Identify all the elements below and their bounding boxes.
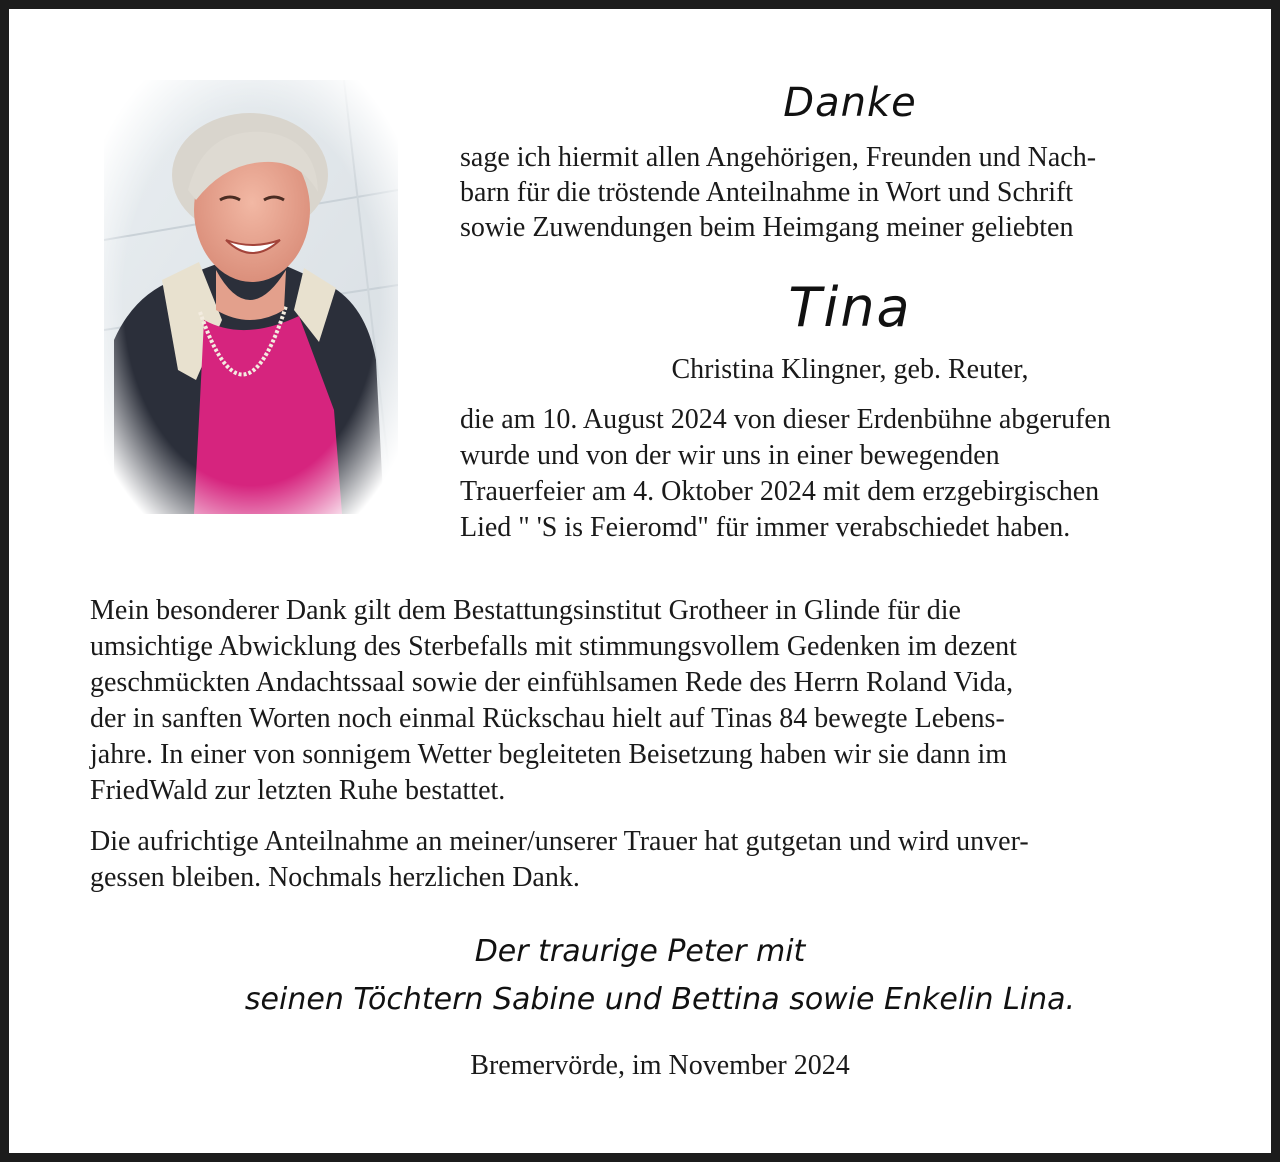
- paragraph-line: umsichtige Abwicklung des Sterbefalls mit stimmungsvollem Gedenken im dezent: [90, 631, 1017, 662]
- paragraph-line: Mein besonderer Dank gilt dem Bestattungsinstitut Grotheer in Glinde für die: [90, 595, 961, 626]
- intro-line: barn für die tröstende Anteilnahme in Wort und Schrift: [460, 177, 1074, 208]
- passage-line: wurde und von der wir uns in einer bewegenden: [460, 440, 1000, 471]
- heading-danke: Danke: [783, 80, 917, 126]
- closing-paragraph: [90, 824, 1230, 896]
- paragraph-line: Die aufrichtige Anteilnahme an meiner/unserer Trauer hat gutgetan und wird unver-: [90, 826, 1029, 857]
- thanks-paragraph: [90, 593, 1230, 809]
- paragraph-line: der in sanften Worten noch einmal Rückschau hielt auf Tinas 84 bewegte Lebens-: [90, 703, 1005, 734]
- intro-text: [460, 140, 1230, 245]
- deceased-first-name: Tina: [788, 276, 912, 339]
- passage-text: [460, 402, 1240, 546]
- intro-line: sage ich hiermit allen Angehörigen, Freunden und Nach-: [460, 142, 1097, 173]
- passage-line: Lied " 'S is Feieromd" für immer verabschiedet haben.: [460, 512, 1071, 543]
- paragraph-line: jahre. In einer von sonnigem Wetter begleiteten Beisetzung haben wir sie dann im: [90, 739, 1008, 770]
- signature-line-1: Der traurige Peter mit: [474, 934, 806, 969]
- passage-line: die am 10. August 2024 von dieser Erdenbühne abgerufen: [460, 404, 1111, 435]
- place-date: Bremervörde, im November 2024: [470, 1050, 850, 1081]
- signature-line-2: seinen Töchtern Sabine und Bettina sowie Enkelin Lina.: [244, 982, 1076, 1017]
- paragraph-line: gessen bleiben. Nochmals herzlichen Dank.: [90, 862, 580, 893]
- deceased-full-name: Christina Klingner, geb. Reuter,: [671, 354, 1029, 385]
- portrait-photo: [104, 80, 398, 514]
- paragraph-line: geschmückten Andachtssaal sowie der einfühlsamen Rede des Herrn Roland Vida,: [90, 667, 1014, 698]
- paragraph-line: FriedWald zur letzten Ruhe bestattet.: [90, 775, 506, 806]
- passage-line: Trauerfeier am 4. Oktober 2024 mit dem erzgebirgischen: [460, 476, 1100, 507]
- intro-line: sowie Zuwendungen beim Heimgang meiner geliebten: [460, 212, 1074, 243]
